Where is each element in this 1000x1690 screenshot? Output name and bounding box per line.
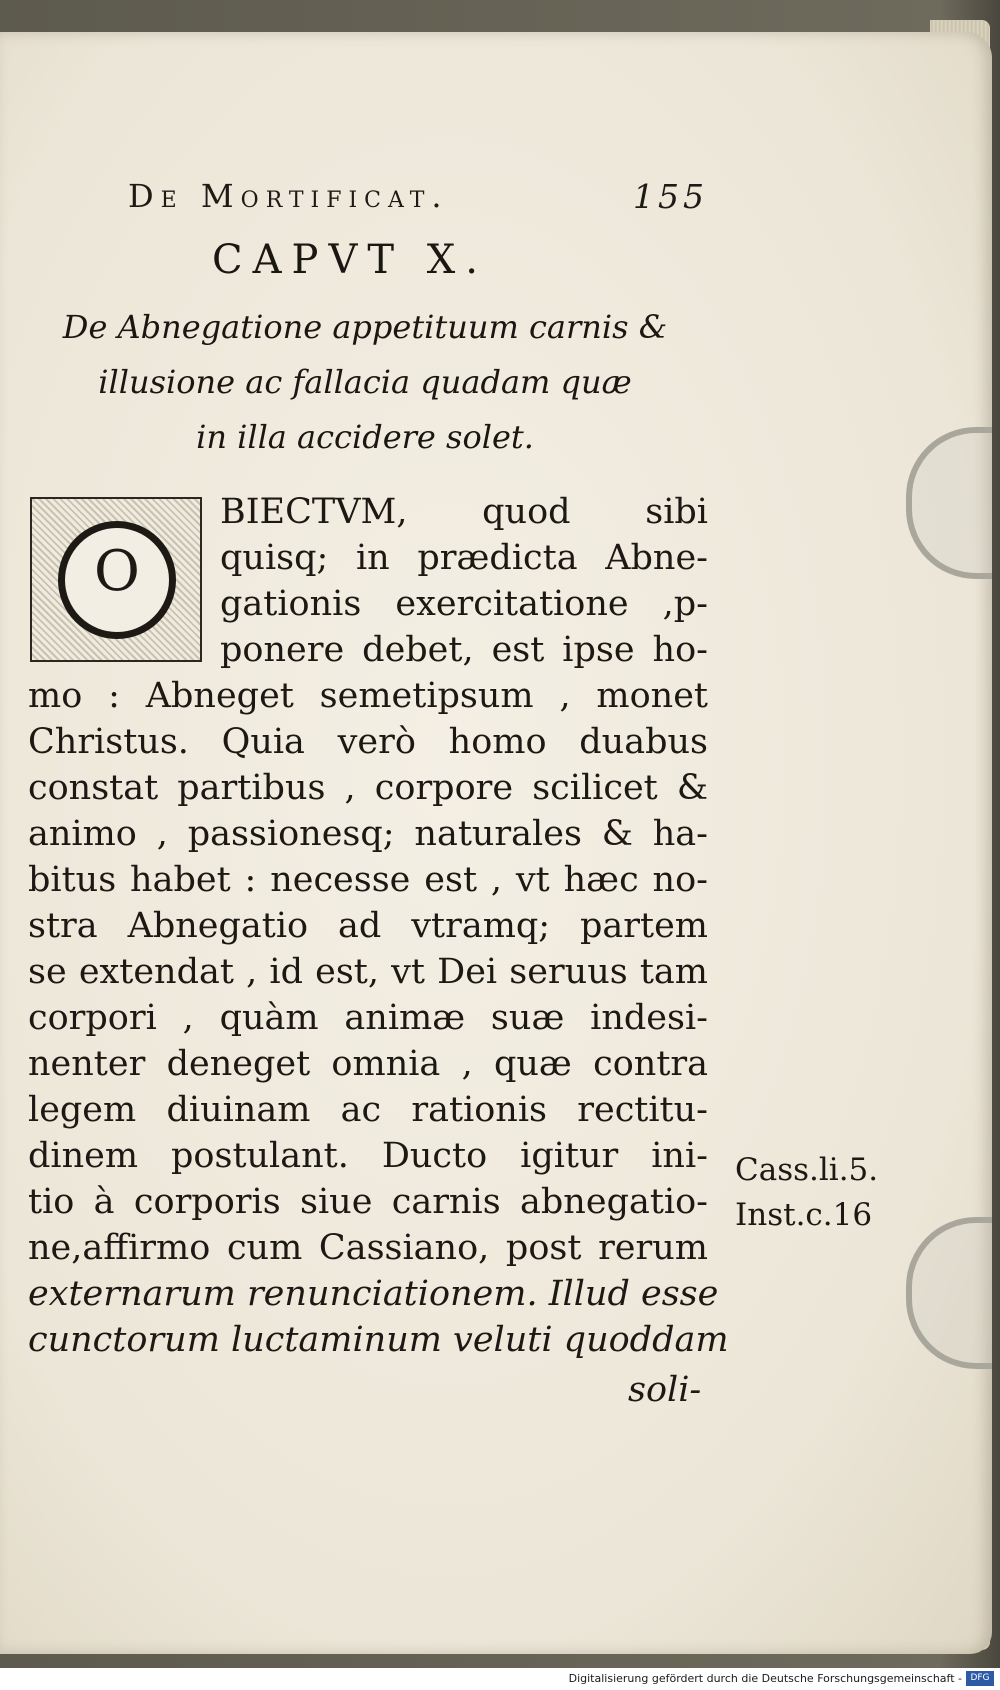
digitization-footer <box>0 1668 1000 1690</box>
dfg-logo-icon: DFG <box>966 1671 994 1686</box>
text-line: ponere debet, est ipse ho- <box>220 630 708 670</box>
text-line: mo : Abneget semetipsum , monet <box>28 676 708 716</box>
decorated-initial <box>30 497 202 662</box>
text-line: animo , passionesq; naturales & ha- <box>28 814 708 854</box>
text-line: nenter deneget omnia , quæ contra <box>28 1044 708 1084</box>
catchword: soli- <box>628 1370 702 1410</box>
folio-number: 155 <box>633 177 708 216</box>
subtitle-line: illusione ac fallacia quadam quæ <box>98 363 632 401</box>
text-line: bitus habet : necesse est , vt hæc no- <box>28 860 708 900</box>
subtitle-line: in illa accidere solet. <box>196 418 534 456</box>
text-line: stra Abnegatio ad vtramq; partem <box>28 906 708 946</box>
chapter-title: CAPVT X. <box>212 237 488 283</box>
text-line: externarum renunciationem. Illud esse <box>28 1274 719 1314</box>
text-line: constat partibus , corpore scilicet & <box>28 768 708 808</box>
text-line: dinem postulant. Ducto igitur ini- <box>28 1136 708 1176</box>
initial-letter: O <box>94 539 140 604</box>
page-clip-top <box>906 427 992 579</box>
text-line: Christus. Quia verò homo duabus <box>28 722 708 762</box>
subtitle-line: De Abnegatione appetituum carnis & <box>62 308 668 346</box>
text-line: tio à corporis siue carnis abnegatio- <box>28 1182 708 1222</box>
text-line: cunctorum luctaminum veluti quoddam <box>28 1320 729 1360</box>
margin-note: Inst.c.16 <box>735 1197 873 1233</box>
footer-credit: Digitalisierung gefördert durch die Deutsche Forschungsgemeinschaft - <box>568 1672 962 1685</box>
text-line: se extendat , id est, vt Dei seruus tam <box>28 952 708 992</box>
running-title: De Mortificat. <box>128 177 449 215</box>
text-line: gationis exercitatione ,p- <box>220 584 708 624</box>
text-line: BIECTVM, quod sibi <box>220 492 708 532</box>
text-line: ne,affirmo cum Cassiano, post rerum <box>28 1228 708 1268</box>
text-line: quisq; in prædicta Abne- <box>220 538 708 578</box>
page-clip-bottom <box>906 1217 992 1369</box>
chapter-subtitle <box>20 300 710 465</box>
book-page <box>0 32 992 1654</box>
text-line: legem diuinam ac rationis rectitu- <box>28 1090 708 1130</box>
text-line: corpori , quàm animæ suæ indesi- <box>28 998 708 1038</box>
margin-note: Cass.li.5. <box>735 1152 879 1188</box>
